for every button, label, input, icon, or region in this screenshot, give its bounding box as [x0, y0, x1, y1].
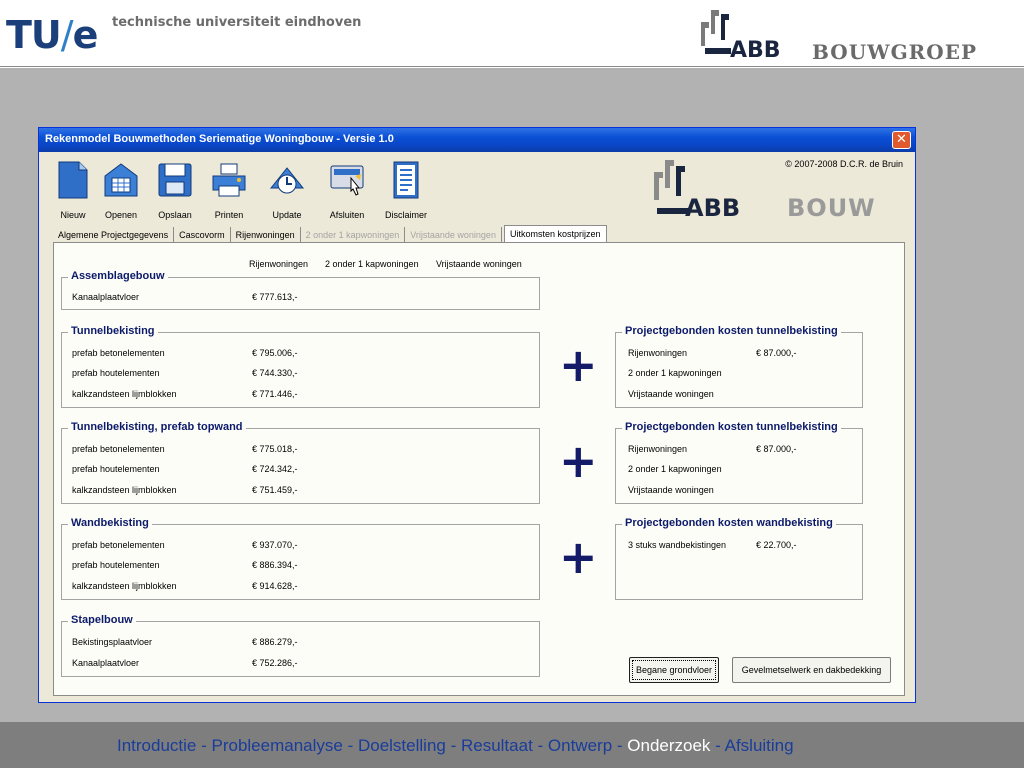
- nav-ontwerp[interactable]: Ontwerp: [547, 736, 613, 755]
- tab-cascovorm[interactable]: Cascovorm: [174, 227, 231, 243]
- slide-header: [0, 0, 1024, 67]
- group-title: Assemblagebouw: [68, 270, 168, 282]
- column-header-vrijstaande: Vrijstaande woningen: [436, 259, 522, 269]
- group-title: Wandbekisting: [68, 517, 152, 529]
- footer-bar: [0, 722, 1024, 768]
- nav-introductie[interactable]: Introductie: [117, 736, 197, 755]
- print-icon: [211, 160, 247, 200]
- toolbar-update-button[interactable]: Update: [261, 160, 313, 222]
- toolbar-exit-button[interactable]: Afsluiten: [321, 160, 373, 222]
- nav-probleemanalyse[interactable]: Probleemanalyse: [211, 736, 343, 755]
- group-projectgebonden-wandbekisting: Projectgebonden kosten wandbekisting 3 stuks wandbekistingen € 22.700,-: [615, 524, 863, 600]
- tab-rijenwoningen[interactable]: Rijenwoningen: [231, 227, 301, 243]
- nav-resultaat[interactable]: Resultaat: [460, 736, 533, 755]
- toolbar-disclaimer-button[interactable]: Disclaimer: [380, 160, 432, 222]
- new-document-icon: [55, 160, 91, 200]
- group-assemblagebouw: Assemblagebouw Kanaalplaatvloer € 777.613,-: [61, 277, 540, 310]
- app-window: [38, 127, 916, 703]
- group-wandbekisting: Wandbekisting prefab betonelementen € 937.070,- prefab houtelementen € 886.394,- kalkzandsteen lijmblokken € 914.628,-: [61, 524, 540, 600]
- close-button[interactable]: [892, 131, 911, 149]
- tab-2-onder-1-kapwoningen: 2 onder 1 kapwoningen: [301, 227, 406, 243]
- tue-logo: TU/e: [6, 13, 98, 57]
- abb-bouw-logo: ABB BOUW: [645, 156, 905, 222]
- abb-bouwgroep-logo: ABB BOUWGROEP: [697, 8, 1017, 64]
- close-icon: ✕: [896, 132, 907, 147]
- save-icon: [157, 160, 193, 200]
- tab-vrijstaande-woningen: Vrijstaande woningen: [405, 227, 502, 243]
- title-bar[interactable]: [39, 128, 915, 152]
- section-navigation: Introductie - Probleemanalyse - Doelstelling - Resultaat - Ontwerp - Onderzoek - Afsluiting: [117, 736, 794, 755]
- begane-grondvloer-button[interactable]: Begane grondvloer: [629, 657, 719, 683]
- column-header-2-onder-1: 2 onder 1 kapwoningen: [325, 259, 419, 269]
- toolbar-new-button[interactable]: Nieuw: [47, 160, 99, 222]
- tab-strip: [53, 225, 607, 243]
- nav-doelstelling[interactable]: Doelstelling: [357, 736, 446, 755]
- open-icon: [103, 160, 139, 200]
- group-title: Stapelbouw: [68, 614, 136, 626]
- tue-subtitle: technische universiteit eindhoven: [112, 15, 362, 30]
- group-projectgebonden-tunnelbekisting-topwand: Projectgebonden kosten tunnelbekisting Rijenwoningen € 87.000,- 2 onder 1 kapwoningen Vrijstaande woningen: [615, 428, 863, 504]
- nav-afsluiting[interactable]: Afsluiting: [724, 736, 794, 755]
- window-title: Rekenmodel Bouwmethoden Seriematige Woningbouw - Versie 1.0: [45, 133, 394, 145]
- exit-icon: [329, 160, 365, 200]
- copyright-text: © 2007-2008 D.C.R. de Bruin: [785, 159, 903, 169]
- toolbar-print-button[interactable]: Printen: [203, 160, 255, 222]
- toolbar-open-button[interactable]: Openen: [95, 160, 147, 222]
- plus-icon: +: [559, 338, 598, 392]
- column-header-rijenwoningen: Rijenwoningen: [249, 259, 309, 269]
- tab-uitkomsten-kostprijzen[interactable]: Uitkomsten kostprijzen: [504, 225, 607, 243]
- tab-algemene-projectgegevens[interactable]: Algemene Projectgegevens: [53, 227, 174, 243]
- group-title: Projectgebonden kosten tunnelbekisting: [622, 325, 841, 337]
- group-title: Projectgebonden kosten wandbekisting: [622, 517, 836, 529]
- nav-onderzoek[interactable]: Onderzoek: [627, 736, 711, 755]
- group-title: Tunnelbekisting: [68, 325, 158, 337]
- group-tunnelbekisting: Tunnelbekisting prefab betonelementen € 795.006,- prefab houtelementen € 744.330,- kalkzandsteen lijmblokken € 771.446,-: [61, 332, 540, 408]
- group-title: Tunnelbekisting, prefab topwand: [68, 421, 246, 433]
- plus-icon: +: [559, 530, 598, 584]
- group-tunnelbekisting-prefab-topwand: Tunnelbekisting, prefab topwand prefab betonelementen € 775.018,- prefab houtelementen € 724.342,- kalkzandsteen lijmblokken € 751.459,-: [61, 428, 540, 504]
- gevelmetselwerk-dakbedekking-button[interactable]: Gevelmetselwerk en dakbedekking: [732, 657, 891, 683]
- group-stapelbouw: Stapelbouw Bekistingsplaatvloer € 886.279,- Kanaalplaatvloer € 752.286,-: [61, 621, 540, 677]
- update-icon: [269, 160, 305, 200]
- group-projectgebonden-tunnelbekisting: Projectgebonden kosten tunnelbekisting Rijenwoningen € 87.000,- 2 onder 1 kapwoningen Vrijstaande woningen: [615, 332, 863, 408]
- group-title: Projectgebonden kosten tunnelbekisting: [622, 421, 841, 433]
- disclaimer-icon: [388, 160, 424, 200]
- plus-icon: +: [559, 434, 598, 488]
- toolbar-save-button[interactable]: Opslaan: [149, 160, 201, 222]
